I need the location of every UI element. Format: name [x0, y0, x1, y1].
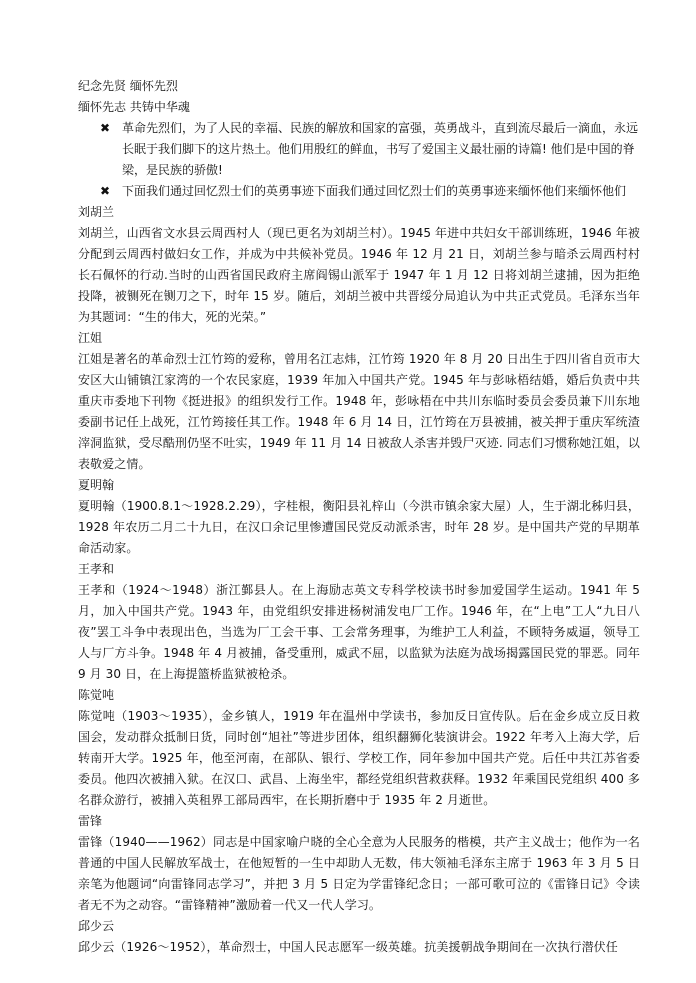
martyr-section-jiang-jie	[78, 328, 640, 475]
martyr-section-chen-juedun	[78, 685, 640, 811]
section-body: 雷锋（1940——1962）同志是中国家喻户晓的全心全意为人民服务的楷模，共产主义战士；他作为一名普通的中国人民解放军战士，在他短暂的一生中却助人无数，伟大领袖毛泽东主席于 1963 年 3 月 5 日亲笔为他题词“向雷锋同志学习”，并把 3 月 5 日定为学雷锋纪念日；一部可歌可泣的《雷锋日记》令读者无不为之动容。“雷锋精神”激励着一代又一代人学习。	[78, 835, 640, 912]
section-body: 邱少云（1926～1952），革命烈士，中国人民志愿军一级英雄。抗美援朝战争期间在一次执行潜伏任	[78, 940, 618, 954]
section-title: 刘胡兰	[78, 205, 115, 219]
list-item	[100, 118, 640, 181]
section-body: 王孝和（1924～1948）浙江鄞县人。在上海励志英文专科学校读书时参加爱国学生运动。1941 年 5 月，加入中国共产党。1943 年，由党组织安排进杨树浦发电厂工作。1946 年，在“上电”工人“九日八夜”罢工斗争中表现出色，当选为厂工会干事、工会常务理事，为维护工人利益，不顾特务威逼，领导工人与厂方斗争。1948 年 4 月被捕，备受重刑，威武不屈，以监狱为法庭为战场揭露国民党的罪恶。同年 9 月 30 日，在上海提篮桥监狱被枪杀。	[78, 583, 640, 681]
martyr-section-lei-feng	[78, 811, 640, 916]
section-title: 邱少云	[78, 919, 115, 933]
section-body: 夏明翰（1900.8.1～1928.2.29），字桂根，衡阳县礼梓山（今洪市镇余家大屋）人，生于湖北秭归县，1928 年农历二月二十九日，在汉口余记里惨遭国民党反动派杀害，时年 28 岁。是中国共产党的早期革命活动家。	[78, 499, 640, 555]
section-title: 王孝和	[78, 562, 115, 576]
section-title: 夏明翰	[78, 478, 115, 492]
x-mark-icon: ✖	[100, 121, 111, 135]
document-subheading: 缅怀先志 共铸中华魂	[78, 100, 190, 114]
intro-bullet-list	[100, 118, 640, 202]
martyr-section-xia-minghan	[78, 475, 640, 559]
section-body: 刘胡兰，山西省文水县云周西村人（现已更名为刘胡兰村）。1945 年进中共妇女干部训练班，1946 年被分配到云周西村做妇女工作，并成为中共候补党员。1946 年 12 月 21 日，刘胡兰参与暗杀云周西村村长石佩怀的行动.当时的山西省国民政府主席阎锡山派军于 1947 年 1 月 12 日将刘胡兰逮捕，因为拒绝投降，被铡死在铡刀之下，时年 15 岁。随后，刘胡兰被中共晋绥分局追认为中共正式党员。毛泽东当年为其题词：“生的伟大，死的光荣。”	[78, 226, 640, 324]
section-body: 江姐是著名的革命烈士江竹筠的爱称，曾用名江志炜，江竹筠 1920 年 8 月 20 日出生于四川省自贡市大安区大山铺镇江家湾的一个农民家庭，1939 年加入中国共产党。1945 年与彭咏梧结婚，婚后负责中共重庆市委地下刊物《挺进报》的组织发行工作。1948 年，彭咏梧在中共川东临时委员会委员兼下川东地委副书记任上战死，江竹筠接任其工作。1948 年 6 月 14 日，江竹筠在万县被捕，被关押于重庆军统渣滓洞监狱，受尽酷刑仍坚不吐实，1949 年 11 月 14 日被敌人杀害并毁尸灭迹. 同志们习惯称她江姐，以表敬爱之情。	[78, 352, 640, 471]
section-title: 陈觉吨	[78, 688, 115, 702]
bullet-text: 下面我们通过回忆烈士们的英勇事迹下面我们通过回忆烈士们的英勇事迹来缅怀他们来缅怀他们	[122, 184, 627, 198]
bullet-text: 革命先烈们，为了人民的幸福、民族的解放和国家的富强，英勇战斗，直到流尽最后一滴血，永远长眠于我们脚下的这片热土。他们用殷红的鲜血，书写了爱国主义最壮丽的诗篇! 他们是中国的脊梁，是民族的骄傲!	[122, 121, 639, 177]
martyr-section-qiu-shaoyun	[78, 916, 640, 958]
section-title: 江姐	[78, 331, 103, 345]
martyr-section-wang-xiaohe	[78, 559, 640, 685]
x-mark-icon: ✖	[100, 184, 111, 198]
section-title: 雷锋	[78, 814, 103, 828]
section-body: 陈觉吨（1903～1935），金乡镇人，1919 年在温州中学读书，参加反日宣传队。后在金乡成立反日救国会，发动群众抵制日货，同时创“旭社”等进步团体，组织翻狮化装演讲会。1922 年考入上海大学，后转南开大学。1925 年，他至河南，在部队、银行、学校工作，同年参加中国共产党。后任中共江苏省委委员。他四次被捕入狱。在汉口、武昌、上海坐牢，都经党组织营救获释。1932 年乘国民党组织 400 多名群众游行，被捕入英租界工部局西牢，在长期折磨中于 1935 年 2 月逝世。	[78, 709, 640, 807]
list-item	[100, 181, 640, 202]
martyr-section-liu-hulan	[78, 202, 640, 328]
document-heading: 纪念先贤 缅怀先烈	[78, 79, 178, 93]
